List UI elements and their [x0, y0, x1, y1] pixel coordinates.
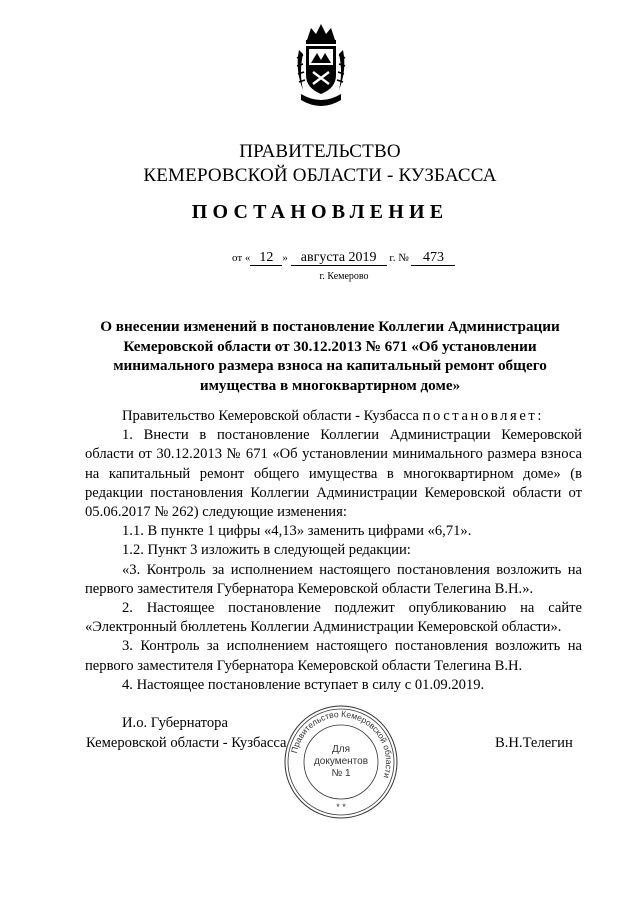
stamp-center-line2: документов: [313, 756, 369, 767]
date-number-line: [232, 251, 455, 266]
paragraph-3: 3. Контроль за исполнением настоящего постановления возложить на первого заместителя Губернатора Кемеровской области Телегина В.Н.: [85, 638, 582, 674]
intro-decree-word: постановляет:: [422, 408, 545, 424]
document-title: О внесении изменений в постановление Коллегии Администрации Кемеровской области от 30.12.2013 № 671 «Об установлении минимального размера взноса на капитальный ремонт общего имущества в многоквартирном доме»: [100, 318, 560, 394]
stamp-stars: * *: [336, 802, 346, 812]
document-type: ПОСТАНОВЛЕНИЕ: [191, 201, 449, 223]
government-title: ПРАВИТЕЛЬСТВО: [239, 141, 401, 162]
paragraph-4: 4. Настоящее постановление вступает в силу с 01.09.2019.: [122, 676, 485, 693]
paragraph-1-2: 1.2. Пункт 3 изложить в следующей редакции:: [122, 542, 411, 559]
paragraph-1-2-text: «3. Контроль за исполнением настоящего постановления возложить на первого заместителя Губернатора Кемеровской области Телегина В.Н.».: [85, 561, 582, 597]
intro-paragraph: [85, 407, 582, 426]
signer-position-line1: И.о. Губернатора: [122, 715, 228, 731]
document-number: 473: [411, 251, 455, 266]
stamp-center-line3: № 1: [331, 768, 351, 779]
year-suffix: г.: [389, 252, 396, 264]
coat-of-arms-icon: [293, 20, 349, 108]
signer-position-line2: Кемеровской области - Кузбасса: [86, 735, 287, 751]
paragraph-2: 2. Настоящее постановление подлежит опубликованию на сайте «Электронный бюллетень Коллегии Администрации Кемеровской области».: [85, 600, 582, 636]
signer-name: В.Н.Телегин: [495, 735, 573, 751]
document-body: [85, 407, 582, 695]
paragraph-1-1: 1.1. В пункте 1 цифры «4,13» заменить цифрами «6,71».: [122, 523, 472, 540]
number-sign: №: [398, 252, 409, 264]
paragraph-1: 1. Внести в постановление Коллегии Администрации Кемеровской области от 30.12.2013 № 671 «Об установлении минимального размера взноса на капитальный ремонт общего имущества в многоквартирном доме» (в редакции постановления Коллегии Администрации Кемеровской области от 05.06.2017 № 262) следующие изменения:: [85, 427, 582, 521]
intro-lead: Правительство Кемеровской области - Кузбасса: [122, 408, 419, 424]
date-day: 12: [250, 251, 282, 266]
stamp-center-line1: Для: [331, 744, 351, 755]
date-month-year: августа 2019: [291, 251, 387, 266]
region-title: КЕМЕРОВСКОЙ ОБЛАСТИ - КУЗБАССА: [143, 165, 497, 186]
stamp-ring-text: Правительство Кемеровской области: [288, 708, 395, 780]
date-prefix: от «: [232, 252, 251, 264]
city: г. Кемерово: [319, 271, 369, 282]
date-sep: »: [282, 252, 288, 264]
official-stamp: [283, 704, 399, 820]
